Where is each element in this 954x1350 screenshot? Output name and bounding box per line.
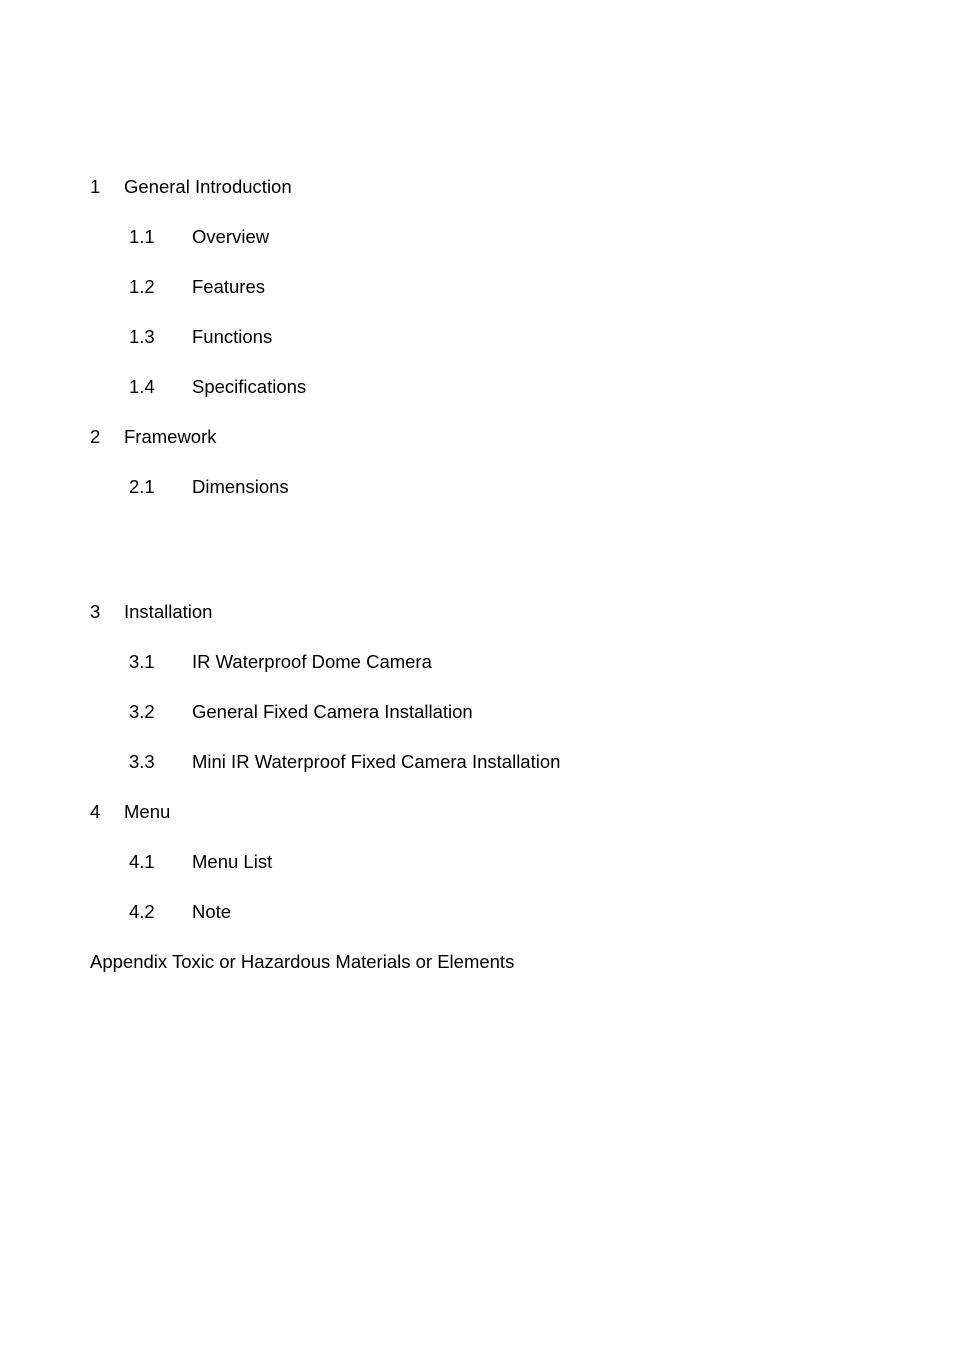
- toc-number: 3.2: [129, 701, 155, 722]
- toc-entry-appendix[interactable]: Appendix Toxic or Hazardous Materials or Elements: [90, 951, 515, 972]
- toc-title: Menu: [124, 801, 171, 822]
- toc-number: 1.2: [129, 276, 155, 297]
- toc-number: 3: [90, 601, 101, 622]
- toc-number: 4.2: [129, 901, 155, 922]
- toc-title: Specifications: [192, 376, 307, 397]
- toc-number: 4.1: [129, 851, 155, 872]
- toc-title: General Introduction: [124, 176, 292, 197]
- toc-title: Menu List: [192, 851, 273, 872]
- toc-number: 2.1: [129, 476, 155, 497]
- toc-number: 4: [90, 801, 101, 822]
- toc-title: Functions: [192, 326, 273, 347]
- toc-title: Overview: [192, 226, 270, 247]
- toc-title: Installation: [124, 601, 213, 622]
- toc-title: IR Waterproof Dome Camera: [192, 651, 432, 672]
- toc-number: 1.3: [129, 326, 155, 347]
- toc-title: Features: [192, 276, 266, 297]
- toc-number: 1: [90, 176, 101, 197]
- toc-title: Note: [192, 901, 232, 922]
- toc-number: 1.1: [129, 226, 155, 247]
- toc-title: Mini IR Waterproof Fixed Camera Installation: [192, 751, 561, 772]
- toc-number: 3.1: [129, 651, 155, 672]
- toc-title: Framework: [124, 426, 217, 447]
- toc-title: General Fixed Camera Installation: [192, 701, 473, 722]
- toc-number: 3.3: [129, 751, 155, 772]
- toc-number: 1.4: [129, 376, 155, 397]
- toc-title: Dimensions: [192, 476, 289, 497]
- toc-number: 2: [90, 426, 101, 447]
